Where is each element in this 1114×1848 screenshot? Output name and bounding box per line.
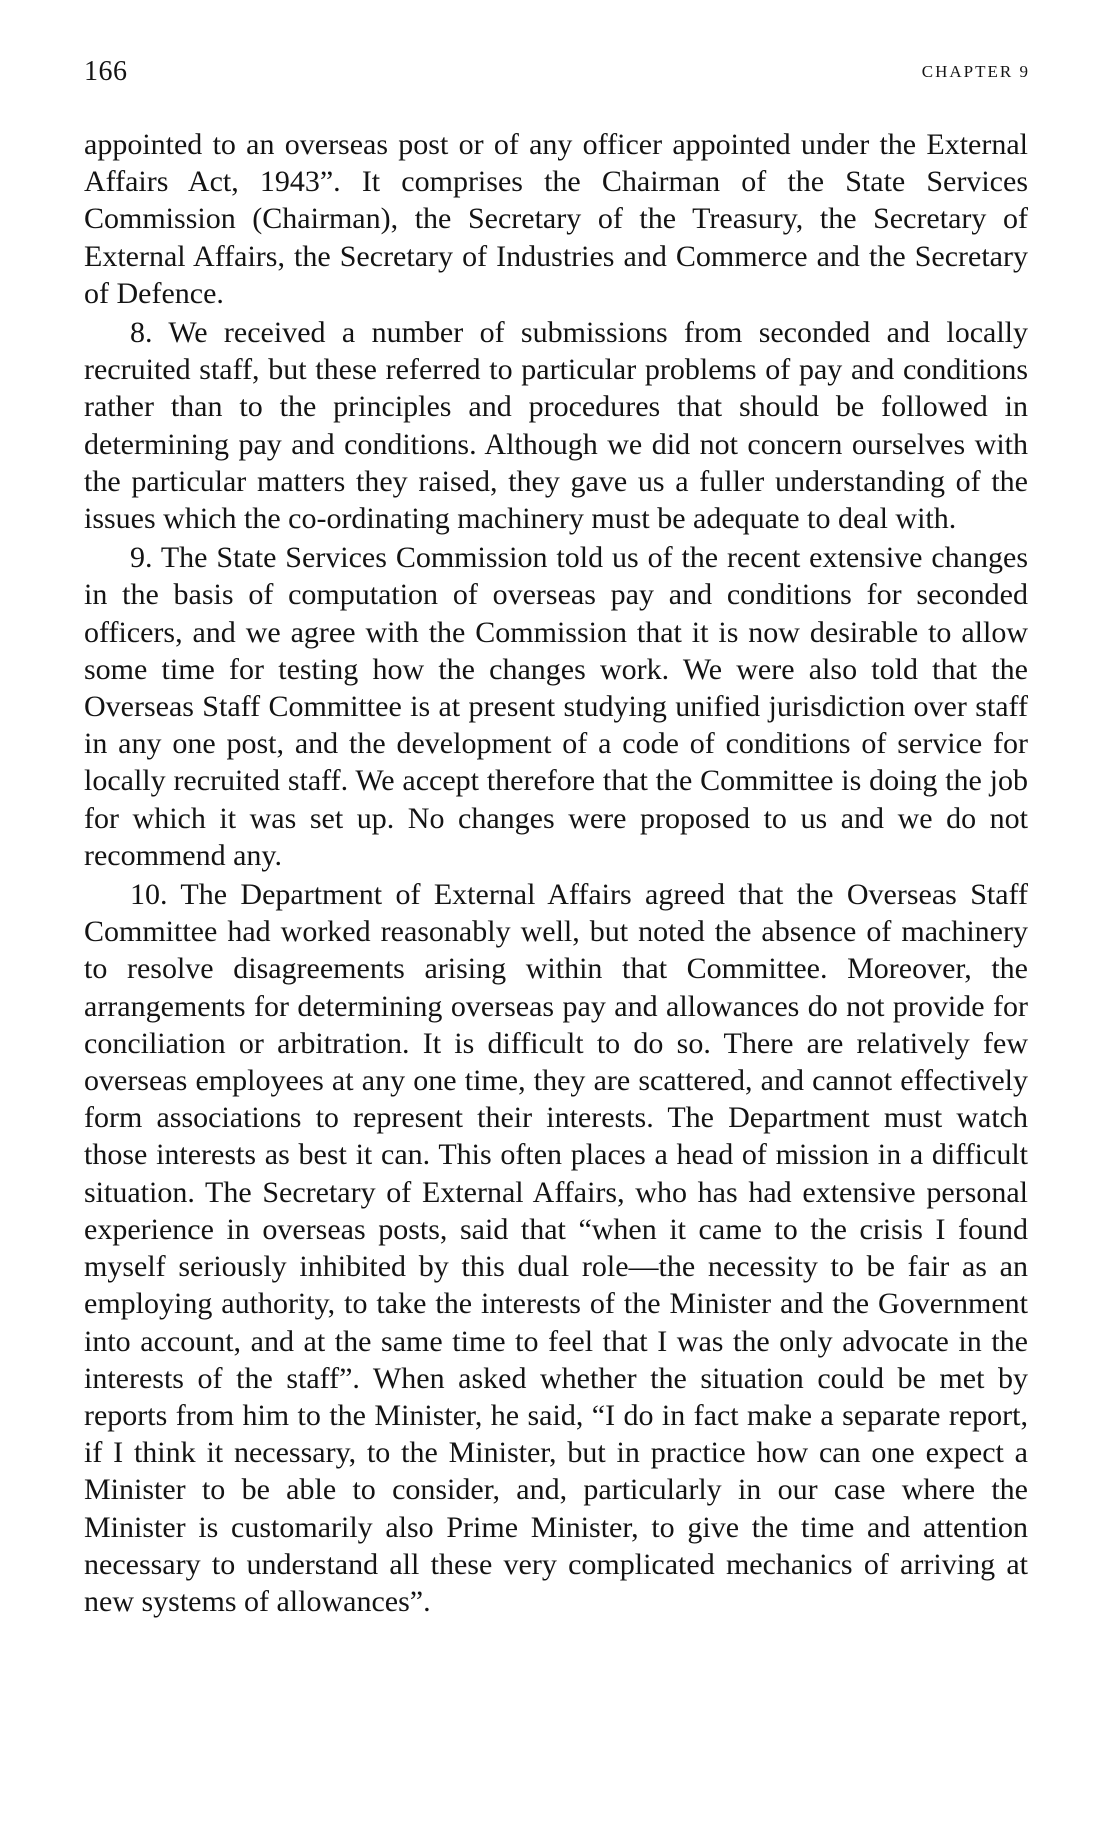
paragraph-10: 10. The Department of External Affairs agreed that the Overseas Staff Committee had worked reasonably well, but noted the absence of machinery to resolve disagreements arising within that Committee. Moreover, the arrangements for determining overseas pay and allowances do not provide for conciliation or arbitration. It is difficult to do so. There are relatively few overseas employees at any one time, they are scattered, and cannot effectively form associations to represent their interests. The Department must watch those interests as best it can. This often places a head of mission in a difficult situation. The Secretary of External Affairs, who has had extensive personal experience in overseas posts, said that “when it came to the crisis I found myself seriously inhibited by this dual role—the necessity to be fair as an employing authority, to take the interests of the Minister and the Government into account, and at the same time to feel that I was the only advocate in the interests of the staff”. When asked whether the situation could be met by reports from him to the Minister, he said, “I do in fact make a separate report, if I think it necessary, to the Minister, but in practice how can one expect a Minister to be able to consider, and, particularly in our case where the Minister is customarily also Prime Minister, to give the time and attention necessary to understand all these very complicated mechanics of arriving at new systems of allowances”. [84,878,1028,1618]
page-number: 166 [84,56,128,87]
paragraph-9: 9. The State Services Commission told us of the recent extensive changes in the basis of computation of overseas pay and conditions for seconded officers, and we agree with the Commission that it is now desirable to allow some time for testing how the changes work. We were also told that the Overseas Staff Committee is at present studying unified jurisdiction over staff in any one post, and the development of a code of conditions of service for locally recruited staff. We accept therefore that the Committee is doing the job for which it was set up. No changes were proposed to us and we do not recommend any. [84,541,1028,872]
chapter-label: CHAPTER 9 [921,62,1030,81]
paragraph-continued: appointed to an overseas post or of any officer appointed under the External Affairs Act, 1943”. It comprises the Chairman of the State Services Commission (Chairman), the Secretary of the Treasury, the Secretary of External Affairs, the Secretary of Industries and Commerce and the Secretary of Defence. [84,128,1028,310]
paragraph-8: 8. We received a number of submissions from seconded and locally recruited staff, but these referred to particular problems of pay and conditions rather than to the principles and procedures that should be followed in determining pay and conditions. Although we did not concern ourselves with the particular matters they raised, they gave us a fuller understanding of the issues which the co-ordinating machinery must be adequate to deal with. [84,316,1028,536]
running-head [84,56,1030,96]
body-text [84,126,1028,1620]
